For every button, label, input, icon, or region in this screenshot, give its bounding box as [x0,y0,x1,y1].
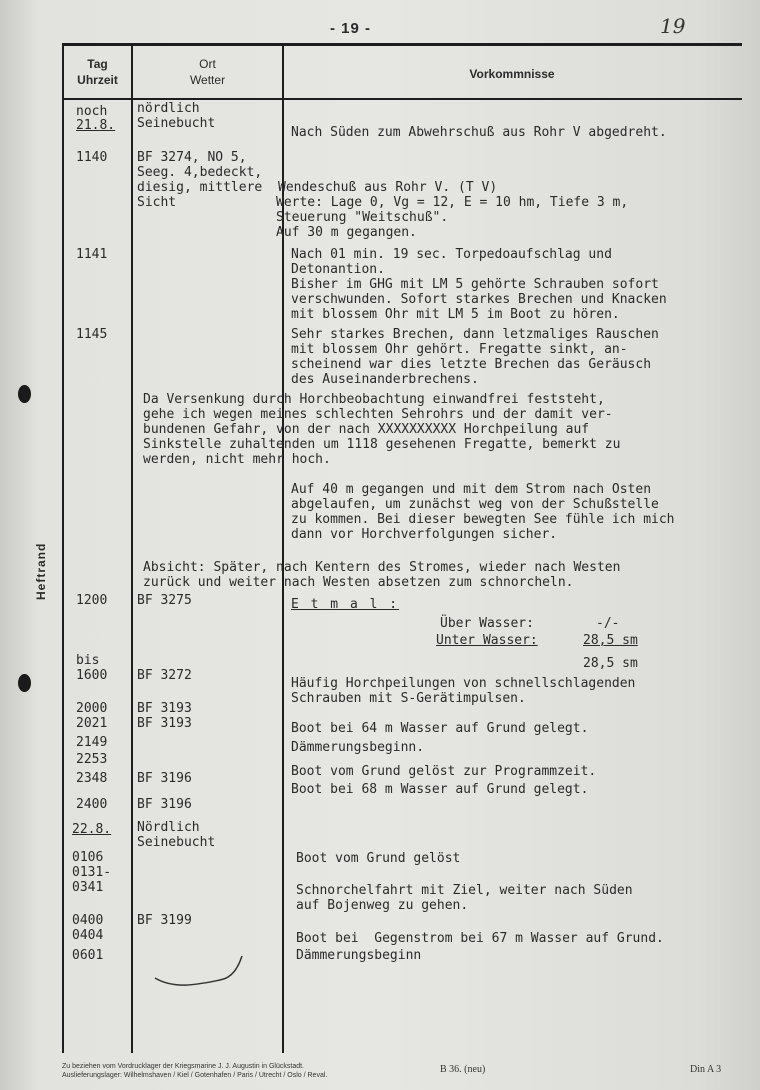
event-line: Bisher im GHG mit LM 5 gehörte Schrauben sofort [291,277,659,292]
etmal-surface-value: -/- [596,616,620,631]
weather-entry: diesig, mittlere [137,180,263,195]
time-entry: 2000 [76,701,108,716]
event-line: Detonantion. [291,262,385,277]
table-left-border [62,43,64,1053]
header-ort-wetter [133,56,282,88]
event-line: Boot vom Grund gelöst zur Programmzeit. [291,764,597,779]
event-line: Nach Süden zum Abwehrschuß aus Rohr V abgedreht. [291,125,667,140]
weather-entry: Sicht [137,195,177,210]
position-entry: BF 3196 [137,797,192,812]
event-line: verschwunden. Sofort starkes Brechen und Knacken [291,292,667,307]
event-line: Boot bei 64 m Wasser auf Grund gelegt. [291,721,589,736]
etmal-submerged-label: Unter Wasser: [436,633,538,648]
event-line: mit blossem Ohr gehört. Fregatte sinkt, an- [291,342,628,357]
time-entry: 2348 [76,771,108,786]
punch-hole-top [18,385,31,403]
event-line: Boot bei Gegenstrom bei 67 m Wasser auf Grund. [296,931,664,946]
event-line: dann vor Horchverfolgungen sicher. [291,527,558,542]
event-line: Boot vom Grund gelöst [296,851,461,866]
footer-form-number: B 36. (neu) [440,1064,486,1075]
position-entry: BF 3199 [137,913,192,928]
time-entry: 1200 [76,593,108,608]
event-line: Auf 30 m gegangen. [276,225,417,240]
column-divider-1 [131,43,133,1053]
event-line: zurück und weiter nach Westen absetzen zum schnorcheln. [143,575,574,590]
position-entry: BF 3275 [137,593,192,608]
time-entry: 2021 [76,716,108,731]
time-entry: 0106 [72,850,104,865]
header-ort: Ort [199,57,216,71]
weather-entry: Seeg. 4,bedeckt, [137,165,263,180]
etmal-heading: E t m a l : [291,597,400,612]
event-line: Werte: Lage 0, Vg = 12, E = 10 hm, Tiefe 3 m, [276,195,629,210]
event-line: Schrauben mit S-Gerätimpulsen. [291,691,526,706]
date-entry: noch [76,104,108,119]
position-entry: BF 3193 [137,701,192,716]
event-line: werden, nicht mehr hoch. [143,452,331,467]
event-line: Steuerung "Weitschuß". [276,210,449,225]
time-entry: bis [76,653,100,668]
handwritten-page-number: 19 [660,14,686,38]
header-tag: Tag [87,57,108,71]
etmal-surface-label: Über Wasser: [440,616,534,631]
header-vorkommnisse: Vorkommnisse [469,67,555,81]
time-entry: 0601 [72,948,104,963]
event-line: Nach 01 min. 19 sec. Torpedoaufschlag und [291,247,612,262]
etmal-total-value: 28,5 sm [583,656,638,671]
footer-line-1: Zu beziehen vom Vordrucklager der Kriegsmarine J. J. Augustin in Glückstadt. [62,1063,305,1070]
footer-paper-size: Din A 3 [690,1064,722,1075]
event-line: Auf 40 m gegangen und mit dem Strom nach Osten [291,482,652,497]
event-line: des Auseinanderbrechens. [291,372,479,387]
event-line: Sehr starkes Brechen, dann letzmaliges Rauschen [291,327,659,342]
header-wetter: Wetter [189,73,226,87]
time-entry: 1140 [76,150,108,165]
footer-line-2: Auslieferungslager: Wilhelmshaven / Kiel / Gotenhafen / Paris / Utrecht / Oslo / Reval. [62,1072,328,1079]
header-bottom-border [62,98,742,100]
position-entry: BF 3274, NO 5, [137,150,247,165]
footer-publisher [62,1062,327,1080]
position-entry: BF 3196 [137,771,192,786]
time-entry: 0131- [72,865,112,880]
time-entry: 0404 [72,928,104,943]
time-entry: 2149 [76,735,108,750]
time-entry: 1145 [76,327,108,342]
date-entry: 21.8. [76,118,116,133]
event-line: Schnorchelfahrt mit Ziel, weiter nach Süden [296,883,633,898]
time-entry: 2400 [76,797,108,812]
event-line: Dämmerungsbeginn. [291,740,425,755]
date-entry: 22.8. [72,822,112,837]
position-entry: Nördlich [137,820,200,835]
position-entry: BF 3193 [137,716,192,731]
event-line: Da Versenkung durch Horchbeobachtung einwandfrei feststeht, [143,392,605,407]
event-line: Absicht: Später, nach Kentern des Stromes, wieder nach Westen [143,560,621,575]
position-entry: Seinebucht [137,116,216,131]
page-number: - 19 - [330,20,372,37]
event-line: mit blossem Ohr mit LM 5 im Boot zu hören. [291,307,620,322]
time-entry: 0341 [72,880,104,895]
event-line: bundenen Gefahr, von der nach XXXXXXXXXX Horchpeilung auf [143,422,590,437]
event-line: Dämmerungsbeginn [296,948,422,963]
header-uhrzeit: Uhrzeit [77,73,118,87]
event-line: Wendeschuß aus Rohr V. (T V) [278,180,498,195]
time-entry: 0400 [72,913,104,928]
event-line: Häufig Horchpeilungen von schnellschlagenden [291,676,636,691]
event-line: auf Bojenweg zu gehen. [296,898,469,913]
heftrand-label: Heftrand [34,542,48,600]
event-line: zu kommen. Bei dieser bewegten See fühle ich mich [291,512,675,527]
event-line: scheinend war dies letzte Brechen das Geräusch [291,357,652,372]
position-entry: Seinebucht [137,835,216,850]
pen-squiggle [150,950,250,990]
time-entry: 1600 [76,668,108,683]
event-line: gehe ich wegen meines schlechten Sehrohrs und der damit ver- [143,407,613,422]
table-top-border [62,43,742,46]
position-entry: BF 3272 [137,668,192,683]
event-line: Boot bei 68 m Wasser auf Grund gelegt. [291,782,589,797]
time-entry: 1141 [76,247,108,262]
etmal-submerged-value: 28,5 sm [583,633,638,648]
punch-hole-bottom [18,674,31,692]
header-tag-uhrzeit [64,56,131,88]
time-entry: 2253 [76,752,108,767]
event-line: Sinkstelle zuhaltenden um 1118 gesehenen Fregatte, bemerkt zu [143,437,621,452]
position-entry: nördlich [137,101,200,116]
event-line: abgelaufen, um zunächst weg von der Schußstelle [291,497,659,512]
